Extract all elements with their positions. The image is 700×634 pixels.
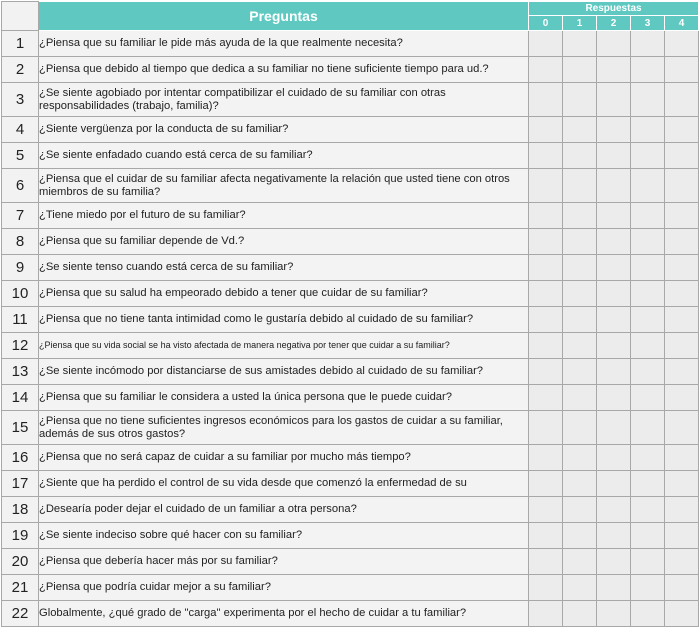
question-text: ¿Siente que ha perdido el control de su vida desde que comenzó la enfermedad de su bbox=[39, 471, 529, 497]
question-text: ¿Se siente agobiado por intentar compatibilizar el cuidado de su familiar con otras responsabilidades (trabajo, familia)? bbox=[39, 83, 529, 117]
answer-cell-2[interactable] bbox=[597, 385, 631, 411]
answer-cell-0[interactable] bbox=[529, 385, 563, 411]
question-row bbox=[2, 229, 699, 255]
question-row bbox=[2, 359, 699, 385]
question-text: ¿Piensa que el cuidar de su familiar afecta negativamente la relación que usted tiene con otros miembros de su familia? bbox=[39, 169, 529, 203]
answer-cell-1[interactable] bbox=[563, 117, 597, 143]
answer-cell-2[interactable] bbox=[597, 229, 631, 255]
answer-cell-2[interactable] bbox=[597, 143, 631, 169]
answer-cell-2[interactable] bbox=[597, 549, 631, 575]
answer-cell-4[interactable] bbox=[665, 601, 699, 627]
question-row bbox=[2, 497, 699, 523]
answer-cell-4[interactable] bbox=[665, 255, 699, 281]
question-row bbox=[2, 523, 699, 549]
question-text: ¿Siente vergüenza por la conducta de su familiar? bbox=[39, 117, 529, 143]
header-option-0: 0 bbox=[529, 16, 563, 31]
answer-cell-4[interactable] bbox=[665, 117, 699, 143]
header-option-3: 3 bbox=[631, 16, 665, 31]
question-row bbox=[2, 411, 699, 445]
question-number: 12 bbox=[2, 333, 39, 359]
question-row bbox=[2, 255, 699, 281]
answer-cell-2[interactable] bbox=[597, 117, 631, 143]
question-text: ¿Desearía poder dejar el cuidado de un familiar a otra persona? bbox=[39, 497, 529, 523]
question-row bbox=[2, 385, 699, 411]
question-row bbox=[2, 143, 699, 169]
answer-cell-4[interactable] bbox=[665, 523, 699, 549]
answer-cell-1[interactable] bbox=[563, 575, 597, 601]
answer-cell-0[interactable] bbox=[529, 83, 563, 117]
answer-cell-1[interactable] bbox=[563, 601, 597, 627]
question-number: 2 bbox=[2, 57, 39, 83]
answer-cell-4[interactable] bbox=[665, 385, 699, 411]
answer-cell-4[interactable] bbox=[665, 57, 699, 83]
answer-cell-1[interactable] bbox=[563, 411, 597, 445]
answer-cell-0[interactable] bbox=[529, 281, 563, 307]
answer-cell-0[interactable] bbox=[529, 359, 563, 385]
answer-cell-2[interactable] bbox=[597, 169, 631, 203]
answer-cell-1[interactable] bbox=[563, 83, 597, 117]
question-text: ¿Piensa que debería hacer más por su familiar? bbox=[39, 549, 529, 575]
question-row bbox=[2, 471, 699, 497]
question-number: 3 bbox=[2, 83, 39, 117]
answer-cell-1[interactable] bbox=[563, 169, 597, 203]
answer-cell-0[interactable] bbox=[529, 57, 563, 83]
header-preguntas: Preguntas bbox=[39, 2, 529, 31]
question-number: 10 bbox=[2, 281, 39, 307]
answer-cell-1[interactable] bbox=[563, 229, 597, 255]
answer-cell-1[interactable] bbox=[563, 523, 597, 549]
answer-cell-1[interactable] bbox=[563, 333, 597, 359]
question-number: 11 bbox=[2, 307, 39, 333]
answer-cell-3[interactable] bbox=[631, 203, 665, 229]
question-text: ¿Piensa que su familiar depende de Vd.? bbox=[39, 229, 529, 255]
question-text: ¿Piensa que su salud ha empeorado debido a tener que cuidar de su familiar? bbox=[39, 281, 529, 307]
question-text: ¿Piensa que debido al tiempo que dedica a su familiar no tiene suficiente tiempo para ud.? bbox=[39, 57, 529, 83]
answer-cell-2[interactable] bbox=[597, 203, 631, 229]
answer-cell-4[interactable] bbox=[665, 359, 699, 385]
question-row bbox=[2, 575, 699, 601]
answer-cell-0[interactable] bbox=[529, 307, 563, 333]
question-number: 16 bbox=[2, 445, 39, 471]
answer-cell-1[interactable] bbox=[563, 307, 597, 333]
question-number: 17 bbox=[2, 471, 39, 497]
answer-cell-0[interactable] bbox=[529, 523, 563, 549]
answer-cell-0[interactable] bbox=[529, 411, 563, 445]
answer-cell-0[interactable] bbox=[529, 333, 563, 359]
question-row bbox=[2, 333, 699, 359]
answer-cell-3[interactable] bbox=[631, 523, 665, 549]
answer-cell-2[interactable] bbox=[597, 31, 631, 57]
answer-cell-3[interactable] bbox=[631, 31, 665, 57]
header-option-4: 4 bbox=[665, 16, 699, 31]
question-number: 6 bbox=[2, 169, 39, 203]
questions-body bbox=[2, 31, 699, 627]
question-number: 18 bbox=[2, 497, 39, 523]
answer-cell-4[interactable] bbox=[665, 281, 699, 307]
answer-cell-4[interactable] bbox=[665, 203, 699, 229]
question-number: 20 bbox=[2, 549, 39, 575]
answer-cell-0[interactable] bbox=[529, 169, 563, 203]
answer-cell-1[interactable] bbox=[563, 31, 597, 57]
answer-cell-1[interactable] bbox=[563, 497, 597, 523]
answer-cell-1[interactable] bbox=[563, 385, 597, 411]
answer-cell-4[interactable] bbox=[665, 445, 699, 471]
answer-cell-1[interactable] bbox=[563, 359, 597, 385]
question-row bbox=[2, 549, 699, 575]
answer-cell-3[interactable] bbox=[631, 359, 665, 385]
answer-cell-3[interactable] bbox=[631, 281, 665, 307]
question-number: 15 bbox=[2, 411, 39, 445]
header-option-1: 1 bbox=[563, 16, 597, 31]
question-row bbox=[2, 57, 699, 83]
answer-cell-1[interactable] bbox=[563, 471, 597, 497]
question-row bbox=[2, 117, 699, 143]
answer-cell-2[interactable] bbox=[597, 523, 631, 549]
answer-cell-3[interactable] bbox=[631, 57, 665, 83]
answer-cell-4[interactable] bbox=[665, 307, 699, 333]
question-row bbox=[2, 601, 699, 627]
answer-cell-0[interactable] bbox=[529, 497, 563, 523]
answer-cell-0[interactable] bbox=[529, 471, 563, 497]
answer-cell-2[interactable] bbox=[597, 307, 631, 333]
answer-cell-3[interactable] bbox=[631, 445, 665, 471]
question-number: 8 bbox=[2, 229, 39, 255]
answer-cell-1[interactable] bbox=[563, 57, 597, 83]
question-text: ¿Piensa que su familiar le pide más ayuda de la que realmente necesita? bbox=[39, 31, 529, 57]
question-text: ¿Piensa que su familiar le considera a usted la única persona que le puede cuidar? bbox=[39, 385, 529, 411]
question-number: 4 bbox=[2, 117, 39, 143]
answer-cell-0[interactable] bbox=[529, 229, 563, 255]
question-text: ¿Se siente incómodo por distanciarse de sus amistades debido al cuidado de su familiar? bbox=[39, 359, 529, 385]
answer-cell-0[interactable] bbox=[529, 575, 563, 601]
question-number: 21 bbox=[2, 575, 39, 601]
header-number-blank bbox=[2, 2, 39, 31]
question-text: ¿Se siente indeciso sobre qué hacer con su familiar? bbox=[39, 523, 529, 549]
question-text: ¿Piensa que no tiene tanta intimidad como le gustaría debido al cuidado de su familiar? bbox=[39, 307, 529, 333]
header-option-2: 2 bbox=[597, 16, 631, 31]
answer-cell-1[interactable] bbox=[563, 549, 597, 575]
answer-cell-3[interactable] bbox=[631, 385, 665, 411]
survey-table bbox=[1, 1, 699, 627]
question-number: 9 bbox=[2, 255, 39, 281]
question-number: 1 bbox=[2, 31, 39, 57]
question-text: Globalmente, ¿qué grado de "carga" experimenta por el hecho de cuidar a tu familiar? bbox=[39, 601, 529, 627]
answer-cell-3[interactable] bbox=[631, 143, 665, 169]
answer-cell-4[interactable] bbox=[665, 83, 699, 117]
answer-cell-2[interactable] bbox=[597, 255, 631, 281]
answer-cell-2[interactable] bbox=[597, 497, 631, 523]
question-number: 5 bbox=[2, 143, 39, 169]
answer-cell-0[interactable] bbox=[529, 143, 563, 169]
answer-cell-3[interactable] bbox=[631, 549, 665, 575]
answer-cell-0[interactable] bbox=[529, 549, 563, 575]
answer-cell-1[interactable] bbox=[563, 281, 597, 307]
question-row bbox=[2, 83, 699, 117]
question-number: 14 bbox=[2, 385, 39, 411]
answer-cell-3[interactable] bbox=[631, 307, 665, 333]
answer-cell-4[interactable] bbox=[665, 471, 699, 497]
answer-cell-3[interactable] bbox=[631, 229, 665, 255]
question-text: ¿Piensa que no tiene suficientes ingresos económicos para los gastos de cuidar a su familiar, además de sus otros gastos? bbox=[39, 411, 529, 445]
answer-cell-2[interactable] bbox=[597, 471, 631, 497]
answer-cell-4[interactable] bbox=[665, 575, 699, 601]
answer-cell-4[interactable] bbox=[665, 411, 699, 445]
answer-cell-2[interactable] bbox=[597, 601, 631, 627]
question-text: ¿Se siente tenso cuando está cerca de su familiar? bbox=[39, 255, 529, 281]
question-number: 19 bbox=[2, 523, 39, 549]
question-text: ¿Se siente enfadado cuando está cerca de su familiar? bbox=[39, 143, 529, 169]
question-row bbox=[2, 203, 699, 229]
answer-cell-4[interactable] bbox=[665, 549, 699, 575]
answer-cell-0[interactable] bbox=[529, 255, 563, 281]
question-row bbox=[2, 169, 699, 203]
answer-cell-1[interactable] bbox=[563, 445, 597, 471]
answer-cell-2[interactable] bbox=[597, 359, 631, 385]
question-text: ¿Piensa que podría cuidar mejor a su familiar? bbox=[39, 575, 529, 601]
answer-cell-2[interactable] bbox=[597, 445, 631, 471]
question-row bbox=[2, 445, 699, 471]
answer-cell-1[interactable] bbox=[563, 255, 597, 281]
answer-cell-2[interactable] bbox=[597, 83, 631, 117]
answer-cell-0[interactable] bbox=[529, 445, 563, 471]
header-respuestas: Respuestas bbox=[529, 2, 699, 16]
answer-cell-0[interactable] bbox=[529, 117, 563, 143]
answer-cell-4[interactable] bbox=[665, 31, 699, 57]
answer-cell-3[interactable] bbox=[631, 83, 665, 117]
answer-cell-0[interactable] bbox=[529, 31, 563, 57]
question-number: 7 bbox=[2, 203, 39, 229]
answer-cell-2[interactable] bbox=[597, 575, 631, 601]
question-text: ¿Piensa que su vida social se ha visto afectada de manera negativa por tener que cuidar a su familiar? bbox=[39, 333, 529, 359]
answer-cell-3[interactable] bbox=[631, 575, 665, 601]
answer-cell-4[interactable] bbox=[665, 229, 699, 255]
question-row bbox=[2, 31, 699, 57]
answer-cell-4[interactable] bbox=[665, 333, 699, 359]
answer-cell-3[interactable] bbox=[631, 117, 665, 143]
answer-cell-3[interactable] bbox=[631, 471, 665, 497]
answer-cell-3[interactable] bbox=[631, 255, 665, 281]
answer-cell-2[interactable] bbox=[597, 281, 631, 307]
answer-cell-1[interactable] bbox=[563, 143, 597, 169]
question-text: ¿Tiene miedo por el futuro de su familiar? bbox=[39, 203, 529, 229]
answer-cell-3[interactable] bbox=[631, 601, 665, 627]
question-text: ¿Piensa que no será capaz de cuidar a su familiar por mucho más tiempo? bbox=[39, 445, 529, 471]
question-number: 22 bbox=[2, 601, 39, 627]
question-number: 13 bbox=[2, 359, 39, 385]
answer-cell-1[interactable] bbox=[563, 203, 597, 229]
answer-cell-4[interactable] bbox=[665, 143, 699, 169]
answer-cell-2[interactable] bbox=[597, 411, 631, 445]
answer-cell-2[interactable] bbox=[597, 333, 631, 359]
answer-cell-3[interactable] bbox=[631, 497, 665, 523]
question-row bbox=[2, 307, 699, 333]
answer-cell-3[interactable] bbox=[631, 333, 665, 359]
question-row bbox=[2, 281, 699, 307]
answer-cell-4[interactable] bbox=[665, 169, 699, 203]
answer-cell-2[interactable] bbox=[597, 57, 631, 83]
answer-cell-3[interactable] bbox=[631, 169, 665, 203]
answer-cell-3[interactable] bbox=[631, 411, 665, 445]
answer-cell-4[interactable] bbox=[665, 497, 699, 523]
answer-cell-0[interactable] bbox=[529, 203, 563, 229]
answer-cell-0[interactable] bbox=[529, 601, 563, 627]
